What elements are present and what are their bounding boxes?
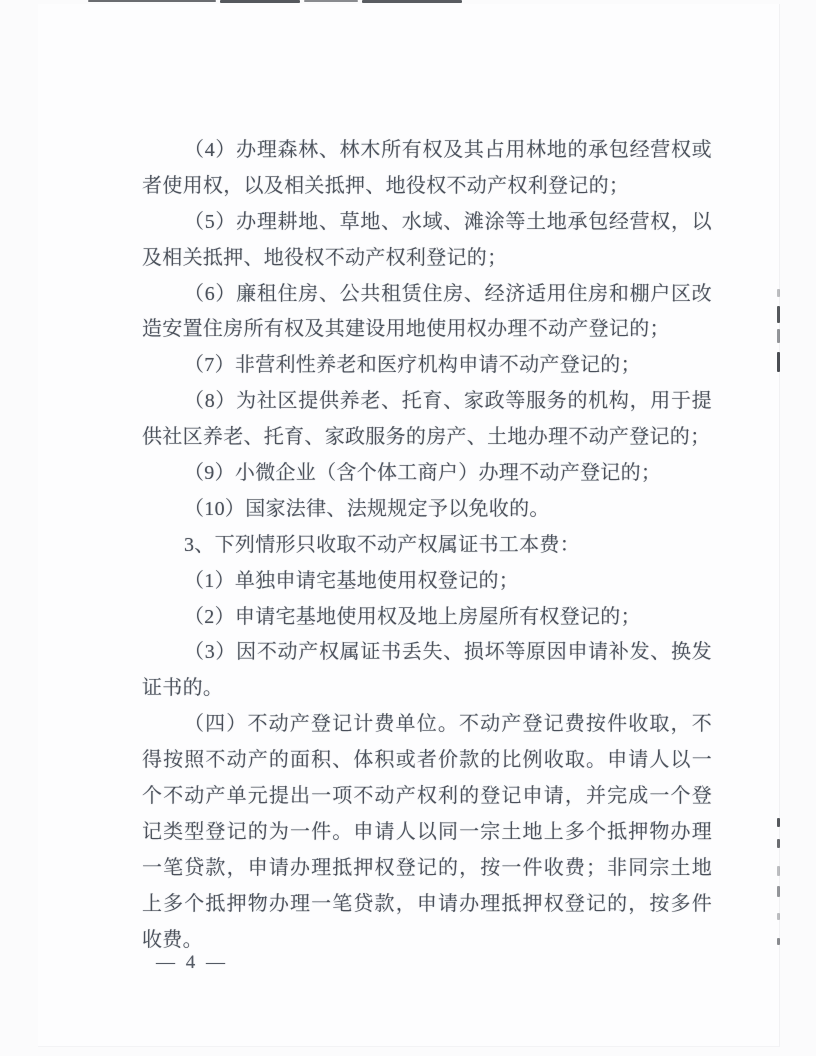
text-line: 收费。 (142, 928, 203, 951)
text-line: （10）国家法律、法规规定予以免收的。 (184, 497, 550, 520)
text-line: （4）办理森林、林木所有权及其占用林地的承包经营权或 (184, 139, 712, 161)
scan-artifact-top-line (362, 0, 462, 3)
scan-artifact-edge-mark (777, 866, 780, 876)
scan-artifact-edge-mark (777, 818, 780, 827)
scan-artifact-top-line (304, 0, 358, 2)
text-line: （2）申请宅基地使用权及地上房屋所有权登记的； (184, 605, 641, 628)
text-line: （四）不动产登记计费单位。不动产登记费按件收取，不 (184, 713, 712, 736)
page-number: — 4 — (156, 952, 228, 973)
text-line: （6）廉租住房、公共租赁住房、经济适用住房和棚户区改 (184, 282, 712, 305)
scan-artifact-edge-mark (777, 938, 780, 945)
scan-artifact-edge-mark (777, 289, 780, 297)
scan-artifact-edge-mark (777, 886, 780, 897)
text-line: 一笔贷款，申请办理抵押权登记的，按一件收费；非同宗土地 (142, 856, 712, 879)
scan-artifact-top-line (88, 0, 216, 2)
scan-artifact-edge-mark (777, 352, 780, 372)
text-line: 及相关抵押、地役权不动产权利登记的； (142, 246, 508, 269)
text-line: （3）因不动产权属证书丢失、损坏等原因申请补发、换发 (184, 641, 712, 664)
text-line: 3、下列情形只收取不动产权属证书工本费： (184, 533, 580, 556)
text-line: 上多个抵押物办理一笔贷款，申请办理抵押权登记的，按多件 (142, 892, 712, 915)
text-line: 造安置住房所有权及其建设用地使用权办理不动产登记的； (142, 318, 670, 341)
text-line: （7）非营利性养老和医疗机构申请不动产登记的； (184, 354, 641, 377)
text-line: 记类型登记的为一件。申请人以同一宗土地上多个抵押物办理 (142, 820, 712, 843)
text-line: 个不动产单元提出一项不动产权利的登记申请，并完成一个登 (142, 785, 712, 808)
scan-artifact-edge-mark (777, 306, 780, 323)
document-body (142, 133, 712, 958)
scan-artifact-top-line (220, 0, 300, 3)
scan-artifact-edge-mark (777, 329, 780, 343)
text-line: 供社区养老、托育、家政服务的房产、土地办理不动产登记的； (142, 426, 711, 449)
text-line: （8）为社区提供养老、托育、家政等服务的机构，用于提 (184, 390, 712, 413)
text-line: 得按照不动产的面积、体积或者价款的比例收取。申请人以一 (142, 749, 712, 772)
text-line: 证书的。 (142, 677, 224, 700)
text-line: （9）小微企业（含个体工商户）办理不动产登记的； (184, 462, 662, 485)
text-line: 者使用权，以及相关抵押、地役权不动产权利登记的； (142, 174, 630, 197)
scan-artifact-edge-mark (777, 839, 780, 848)
text-line: （1）单独申请宅基地使用权登记的； (184, 569, 520, 592)
scan-artifact-edge-mark (777, 913, 780, 920)
text-line: （5）办理耕地、草地、水域、滩涂等土地承包经营权，以 (184, 210, 712, 233)
